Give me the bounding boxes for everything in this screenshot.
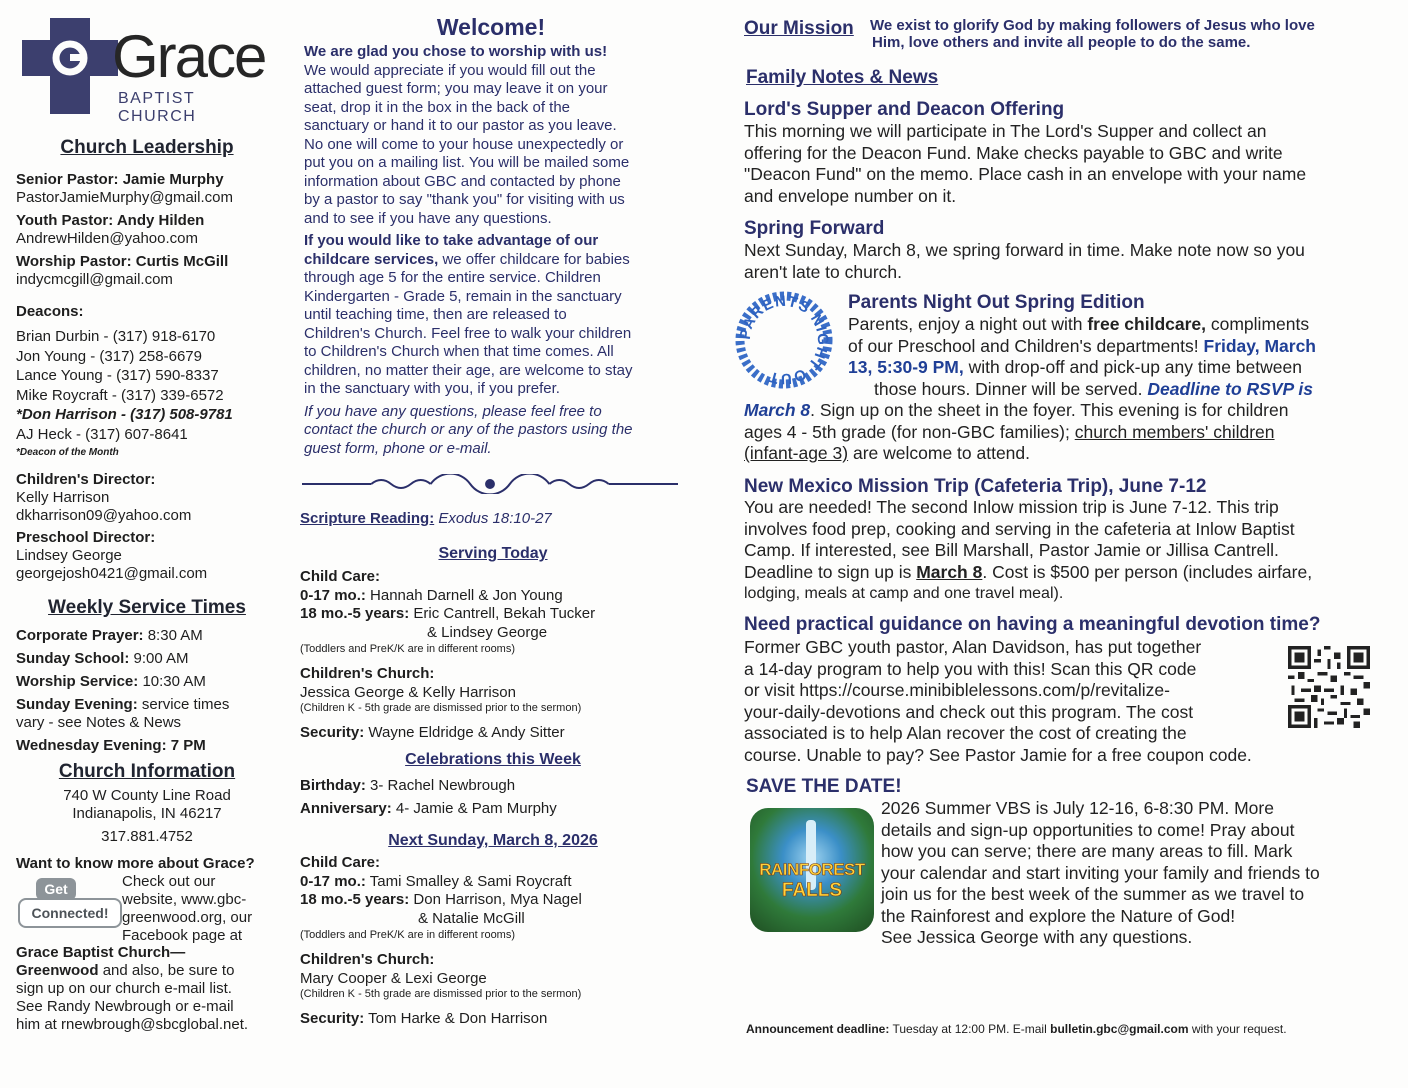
vbs-logo-text: FALLS bbox=[781, 880, 843, 901]
pno-text: Parents, enjoy a night out with free childcare, compliments of our Preschool and Children's departments! Friday, March 13, 5:30-9 PM, with drop-off and pick-up any time between those hours. Dinner will be served. Deadline to RSVP is bbox=[848, 314, 1316, 399]
pno-text-cont: March 8. Sign up on the sheet in the foyer. This evening is for children ages 4 - 5th grade (for non-GBC families); church members' children (infant-age 3) are welcome to attend. bbox=[744, 400, 1289, 463]
announcement-deadline: Announcement deadline: Tuesday at 12:00 PM. E-mail bulletin.gbc@gmail.com with your request. bbox=[746, 1022, 1287, 1036]
get-connected-badge: Get Connected! bbox=[18, 878, 126, 936]
wednesday-evening: Wednesday Evening: 7 PM bbox=[16, 737, 206, 754]
nm-trip-text: You are needed! The second Inlow mission trip is June 7-12. This trip involves food prep, cooking and serving in the cafeteria at Inlow Baptist Camp. If interested, see Bill Marshall, Pastor Jamie or Jillisa Cantrell. Deadline to sign up is March 8. Cost is $500 per person (includes airfare, lodging, meals at camp and one travel meal). bbox=[744, 497, 1313, 602]
spring-forward-title: Spring Forward bbox=[744, 218, 885, 239]
youth-email: AndrewHilden@yahoo.com bbox=[16, 230, 198, 247]
website-text: Check out our website, www.gbc- greenwood.org, our Facebook page at bbox=[122, 873, 253, 944]
leadership-title: Church Leadership bbox=[60, 137, 234, 158]
deacon-item: Mike Roycraft - (317) 339-6572 bbox=[16, 386, 224, 404]
worship-pastor: Worship Pastor: Curtis McGill bbox=[16, 253, 229, 270]
childrens-name: Kelly Harrison bbox=[16, 489, 110, 506]
service-item: Worship Service: 10:30 AM bbox=[16, 673, 206, 690]
save-date-text: 2026 Summer VBS is July 12-16, 6-8:30 PM. More details and sign-up opportunities to come! Pray about how you can serve; there are many areas to fill. Mark your calendar and start inviting your family and friends to join us for the best week of the summer as we travel to the Rainforest and explore the Nature of God! See Jessica George with any questions. bbox=[881, 798, 1320, 947]
devotion-text: Former GBC youth pastor, Alan Davidson, has put together a 14-day program to help you with this! Scan this QR code or visit https://course.minibiblelessons.com/p/revitalize- your-daily-devotions and check out this program. The cost associated is to help Alan recover the cost of creating the course. Unable to pay? See Pastor Jamie for a free coupon code. bbox=[744, 637, 1252, 765]
welcome-text: We are glad you chose to worship with us! We would appreciate if you would fill out the attached guest form; you may leave it on your seat, drop it in the box in the back of the sanctuary or hand it to our pastor as you leave. No one will come to your house unexpectedly or put you on a mailing list. You will be mailed some information about GBC and contacted by phone by a pastor to say "thank you" for visiting with us and to see if you have any questions. If you would like to take advantage of our childcare services, we offer childcare for babies through age 5 for the entire service. Children Kindergarten - Grade 5, remain in the sanctuary until teaching time, then are released to Children's Church. Feel free to walk your children to Children's Church when that time comes. All children, no matter their age, are welcome to stay in the sanctuary with you, if you prefer. If you have any questions, please feel free to contact the church or any of the pastors using the guest form, phone or e-mail. bbox=[304, 43, 682, 458]
serving-today-title: Serving Today bbox=[438, 545, 548, 562]
lords-supper-title: Lord's Supper and Deacon Offering bbox=[744, 99, 1065, 120]
address-line: 740 W County Line Road bbox=[63, 787, 231, 804]
next-sunday-title: Next Sunday, March 8, 2026 bbox=[388, 832, 598, 849]
church-phone: 317.881.4752 bbox=[101, 828, 193, 845]
childrens-email: dkharrison09@yahoo.com bbox=[16, 507, 192, 524]
ornament-divider bbox=[302, 474, 678, 494]
preschool-name: Lindsey George bbox=[16, 547, 122, 564]
deacon-item: AJ Heck - (317) 607-8641 bbox=[16, 425, 188, 443]
nm-trip-title: New Mexico Mission Trip (Cafeteria Trip), June 7-12 bbox=[744, 476, 1207, 497]
childrens-label: Children's Director: bbox=[16, 471, 156, 488]
leadership-list bbox=[16, 171, 233, 583]
service-item: Sunday School: 9:00 AM bbox=[16, 650, 189, 667]
lords-supper-text: This morning we will participate in The Lord's Supper and collect an offering for the Deacon Fund. Make checks payable to GBC and write "Deacon Fund" on the memo. Place cash in an envelope with your name and envelope number on it. bbox=[744, 121, 1307, 206]
service-times-title: Weekly Service Times bbox=[48, 597, 246, 618]
service-item: Corporate Prayer: 8:30 AM bbox=[16, 627, 203, 644]
church-subtitle: BAPTIST CHURCH bbox=[118, 90, 197, 125]
next-sunday: Child Care: 0-17 mo.: Tami Smalley & Sami Roycraft 18 mo.-5 years: Don Harrison, Mya Nagel & Natalie McGill (Toddlers and PreK/K are in different rooms) Children's Church: Mary Cooper & Lexi George (Children K - 5th grade are dismissed prior to the sermon) Security: Tom Harke & Don Harrison bbox=[300, 854, 582, 1027]
svg-text:PARENTS NIGHT OUT: PARENTS NIGHT OUT bbox=[736, 292, 832, 388]
serving-today: Child Care: 0-17 mo.: Hannah Darnell & Jon Young 18 mo.-5 years: Eric Cantrell, Bekah Tucker & Lindsey George (Toddlers and PreK/K are in different rooms) Children's Church: Jessica George & Kelly Harrison (Children K - 5th grade are dismissed prior to the sermon) Security: Wayne Eldridge & Andy Sitter bbox=[300, 568, 596, 741]
save-date-title: SAVE THE DATE! bbox=[746, 776, 902, 797]
preschool-label: Preschool Director: bbox=[16, 529, 156, 546]
welcome-subtitle: We are glad you chose to worship with us! bbox=[304, 43, 608, 60]
sunday-evening: Sunday Evening: service times bbox=[16, 696, 230, 713]
mission-label: Our Mission bbox=[744, 18, 854, 39]
mission-text: We exist to glorify God by making followers of Jesus who love Him, love others and invite all people to do the same. bbox=[870, 17, 1315, 51]
sunday-evening-note: vary - see Notes & News bbox=[16, 714, 182, 731]
spring-forward-text: Next Sunday, March 8, we spring forward in time. Make note now so you aren't late to church. bbox=[744, 240, 1305, 282]
qr-code-icon bbox=[1288, 646, 1370, 728]
church-address bbox=[16, 787, 278, 846]
deacon-item: *Don Harrison - (317) 508-9781 bbox=[16, 406, 233, 423]
deacons-label: Deacons: bbox=[16, 303, 84, 320]
deacon-item: Jon Young - (317) 258-6679 bbox=[16, 347, 202, 365]
deacon-item: Brian Durbin - (317) 918-6170 bbox=[16, 328, 216, 345]
celebrations-title: Celebrations this Week bbox=[405, 751, 581, 768]
address-line: Indianapolis, IN 46217 bbox=[72, 805, 222, 822]
parents-night-out-logo bbox=[734, 290, 834, 390]
want-more: Want to know more about Grace? bbox=[16, 855, 255, 872]
senior-email: PastorJamieMurphy@gmail.com bbox=[16, 189, 233, 206]
welcome-title: Welcome! bbox=[436, 14, 546, 40]
church-info-title: Church Information bbox=[58, 761, 236, 782]
vbs-logo-text: RAINFOREST bbox=[759, 860, 865, 879]
vbs-logo bbox=[750, 808, 874, 932]
senior-pastor: Senior Pastor: Jamie Murphy bbox=[16, 171, 224, 188]
celebrations: Birthday: 3- Rachel Newbrough Anniversary: 4- Jamie & Pam Murphy bbox=[300, 777, 557, 817]
pno-title: Parents Night Out Spring Edition bbox=[848, 292, 1145, 313]
deacon-item: Lance Young - (317) 590-8337 bbox=[16, 367, 219, 384]
preschool-email: georgejosh0421@gmail.com bbox=[16, 565, 208, 582]
devotion-title: Need practical guidance on having a meaningful devotion time? bbox=[744, 614, 1321, 635]
deacons-list bbox=[16, 327, 233, 444]
worship-email: indycmcgill@gmail.com bbox=[16, 271, 173, 288]
service-times-list bbox=[16, 624, 229, 755]
family-notes-title: Family Notes & News bbox=[746, 67, 939, 88]
church-name: Grace bbox=[112, 23, 266, 90]
deacon-note: *Deacon of the Month bbox=[16, 447, 119, 458]
email-list-text: Grace Baptist Church— Greenwood and also, be sure to sign up on our church e-mail list. See Randy Newbrough or e-mail him at rnewbrough@sbcglobal.net. bbox=[16, 944, 249, 1033]
youth-pastor: Youth Pastor: Andy Hilden bbox=[16, 212, 205, 229]
scripture-reading: Scripture Reading: Exodus 18:10-27 bbox=[300, 510, 552, 527]
